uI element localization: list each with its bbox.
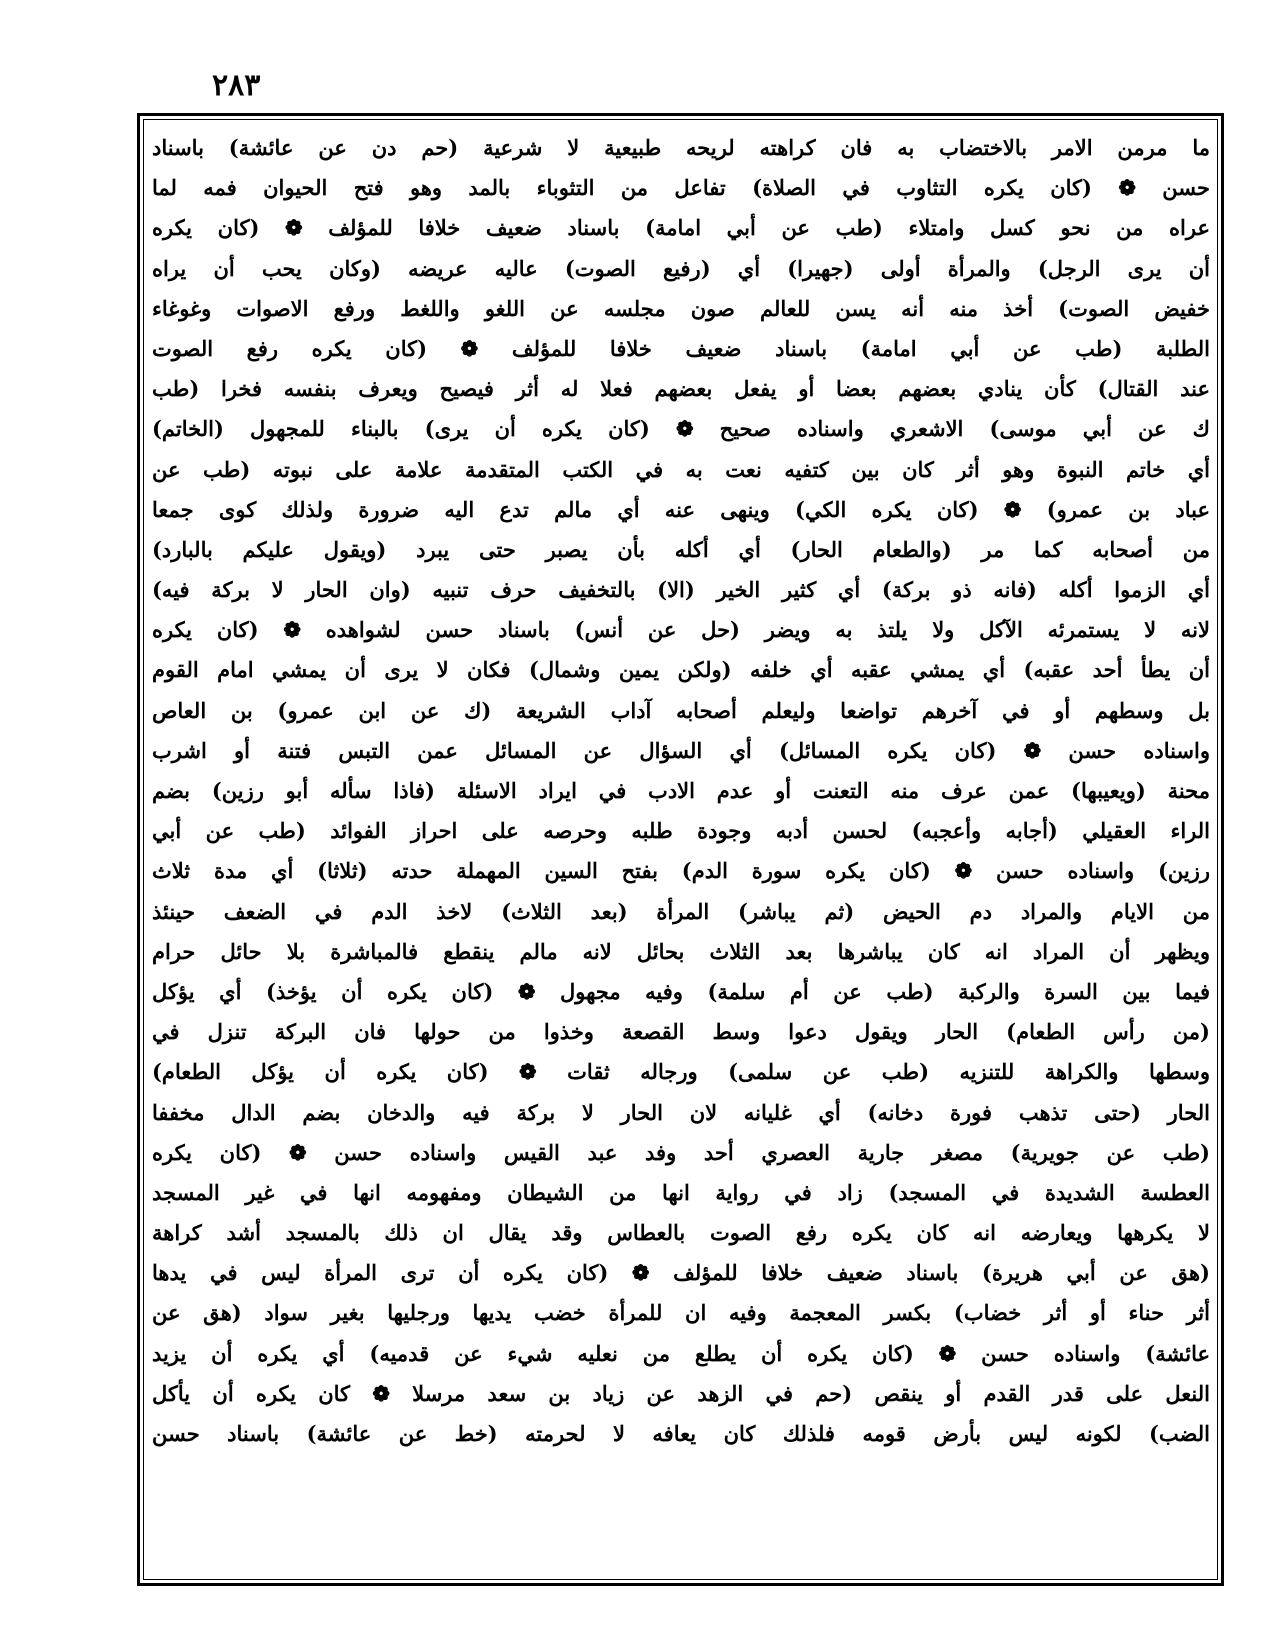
text-line: ما مرمن الامر بالاختضاب به فان كراهته لريحه طبيعية لا شرعية (حم دن عن عائشة) باسناد	[152, 135, 1210, 160]
text-line: أي خاتم النبوة وهو أثر كان بين كتفيه نعت به في الكتب المتقدمة علامة على نبوته (طب عن	[152, 456, 1210, 482]
text-line: من الايام والمراد دم الحيض (ثم يباشر) المرأة (بعد الثلاث) لاخذ الدم في الضعف حينئذ	[152, 898, 1210, 924]
text-line: العطسة الشديدة في المسجد) زاد في رواية انها من الشيطان ومفهومه انها في غير المسجد	[152, 1179, 1210, 1205]
text-line: الضب) لكونه ليس بأرض قومه فلذلك كان يعافه لا لحرمته (خط عن عائشة) باسناد حسن	[152, 1421, 1210, 1446]
text-line: خفيض الصوت) أخذ منه أنه يسن للعالم صون مجلسه عن اللغو واللغط ورفع الاصوات وغوغاء	[152, 295, 1210, 321]
text-line: الطلبة (طب عن أبي امامة) باسناد ضعيف خلافا للمؤلف ❁ (كان يكره رفع الصوت	[152, 335, 1210, 361]
text-line: وسطها والكراهة للتنزيه (طب عن سلمى) ورجاله ثقات ❁ (كان يكره أن يؤكل الطعام)	[152, 1059, 1210, 1085]
text-line: (هق عن أبي هريرة) باسناد ضعيف خلافا للمؤلف ❁ (كان يكره أن ترى المرأة ليس في يدها	[152, 1260, 1210, 1286]
text-line: عراه من نحو كسل وامتلاء (طب عن أبي امامة) باسناد ضعيف خلافا للمؤلف ❁ (كان يكره	[152, 215, 1210, 241]
text-line: فيما بين السرة والركبة (طب عن أم سلمة) وفيه مجهول ❁ (كان يكره أن يؤخذ) أي يؤكل	[152, 978, 1210, 1004]
text-line: أثر حناء أو أثر خضاب) بكسر المعجمة وفيه ان للمرأة خضب يديها ورجليها بغير سواد (هق عن	[152, 1300, 1210, 1326]
text-line: لانه لا يستمرئه الآكل ولا يلتذ به ويضر (حل عن أنس) باسناد حسن لشواهده ❁ (كان يكره	[152, 617, 1210, 643]
text-line: الحار (حتى تذهب فورة دخانه) أي غليانه لان الحار لا بركة فيه والدخان بضم الدال مخففا	[152, 1099, 1210, 1125]
text-line: (طب عن جويرية) مصغر جارية العصري أحد وفد عبد القيس واسناده حسن ❁ (كان يكره	[152, 1139, 1210, 1165]
page-number: ٢٨٣	[212, 68, 261, 103]
text-line: (من رأس الطعام) الحار ويقول دعوا وسط القصعة وخذوا من حولها فان البركة تنزل في	[152, 1019, 1210, 1045]
text-line: بل وسطهم أو في آخرهم تواضعا وليعلم أصحابه آداب الشريعة (ك عن ابن عمرو) بن العاص	[152, 697, 1210, 723]
text-line: الراء العقيلي (أجابه وأعجبه) لحسن أدبه وجودة طلبه وحرصه على احراز الفوائد (طب عن أبي	[152, 818, 1210, 844]
text-line: أن يطأ أحد عقبه) أي يمشي عقبه أي خلفه (ولكن يمين وشمال) فكان لا يرى أن يمشي امام القوم	[152, 657, 1210, 683]
text-line: عائشة) واسناده حسن ❁ (كان يكره أن يطلع من نعليه شيء عن قدميه) أي يكره أن يزيد	[152, 1340, 1210, 1366]
text-line: لا يكرهها ويعارضه انه كان يكره رفع الصوت بالعطاس وقد يقال ان ذلك بالمسجد أشد كراهة	[152, 1220, 1210, 1246]
text-line: محنة (ويعيبها) عمن عرف منه التعنت أو عدم الادب في ايراد الاسئلة (فاذا سأله أبو رزين) بضم	[152, 778, 1210, 803]
text-line: أي الزموا أكله (فانه ذو بركة) أي كثير الخير (الا) بالتخفيف حرف تنبيه (وان الحار لا بركة فيه)	[152, 577, 1210, 603]
text-line: النعل على قدر القدم أو ينقص (حم في الزهد عن زياد بن سعد مرسلا ❁ كان يكره أن يأكل	[152, 1380, 1210, 1406]
text-line: ك عن أبي موسى) الاشعري واسناده صحيح ❁ (كان يكره أن يرى) بالبناء للمجهول (الخاتم)	[152, 416, 1210, 442]
text-body	[152, 128, 1210, 1573]
text-line: رزين) واسناده حسن ❁ (كان يكره سورة الدم) بفتح السين المهملة حدته (ثلاثا) أي مدة ثلاث	[152, 858, 1210, 884]
text-line: من أصحابه كما مر (والطعام الحار) أي أكله بأن يصبر حتى يبرد (ويقول عليكم بالبارد)	[152, 536, 1210, 562]
text-line: أن يرى الرجل) والمرأة أولى (جهيرا) أي (رفيع الصوت) عاليه عريضه (وكان يحب أن يراه	[152, 255, 1210, 281]
text-line: عند القتال) كأن ينادي بعضهم بعضا أو يفعل بعضهم فعلا له أثر فيصيح ويعرف بنفسه فخرا (طب	[152, 376, 1210, 402]
text-line: واسناده حسن ❁ (كان يكره المسائل) أي السؤال عن المسائل عمن التبس فتنة أو اشرب	[152, 737, 1210, 763]
text-line: ويظهر أن المراد انه كان يباشرها بعد الثلاث بحائل لانه مالم ينقطع فالمباشرة بلا حائل حرام	[152, 938, 1210, 964]
text-line: حسن ❁ (كان يكره التثاوب في الصلاة) تفاعل من التثوباء بالمد وهو فتح الحيوان فمه لما	[152, 175, 1210, 201]
text-line: عباد بن عمرو) ❁ (كان يكره الكي) وينهى عنه أي مالم تدع اليه ضرورة ولذلك كوى جمعا	[152, 496, 1210, 522]
